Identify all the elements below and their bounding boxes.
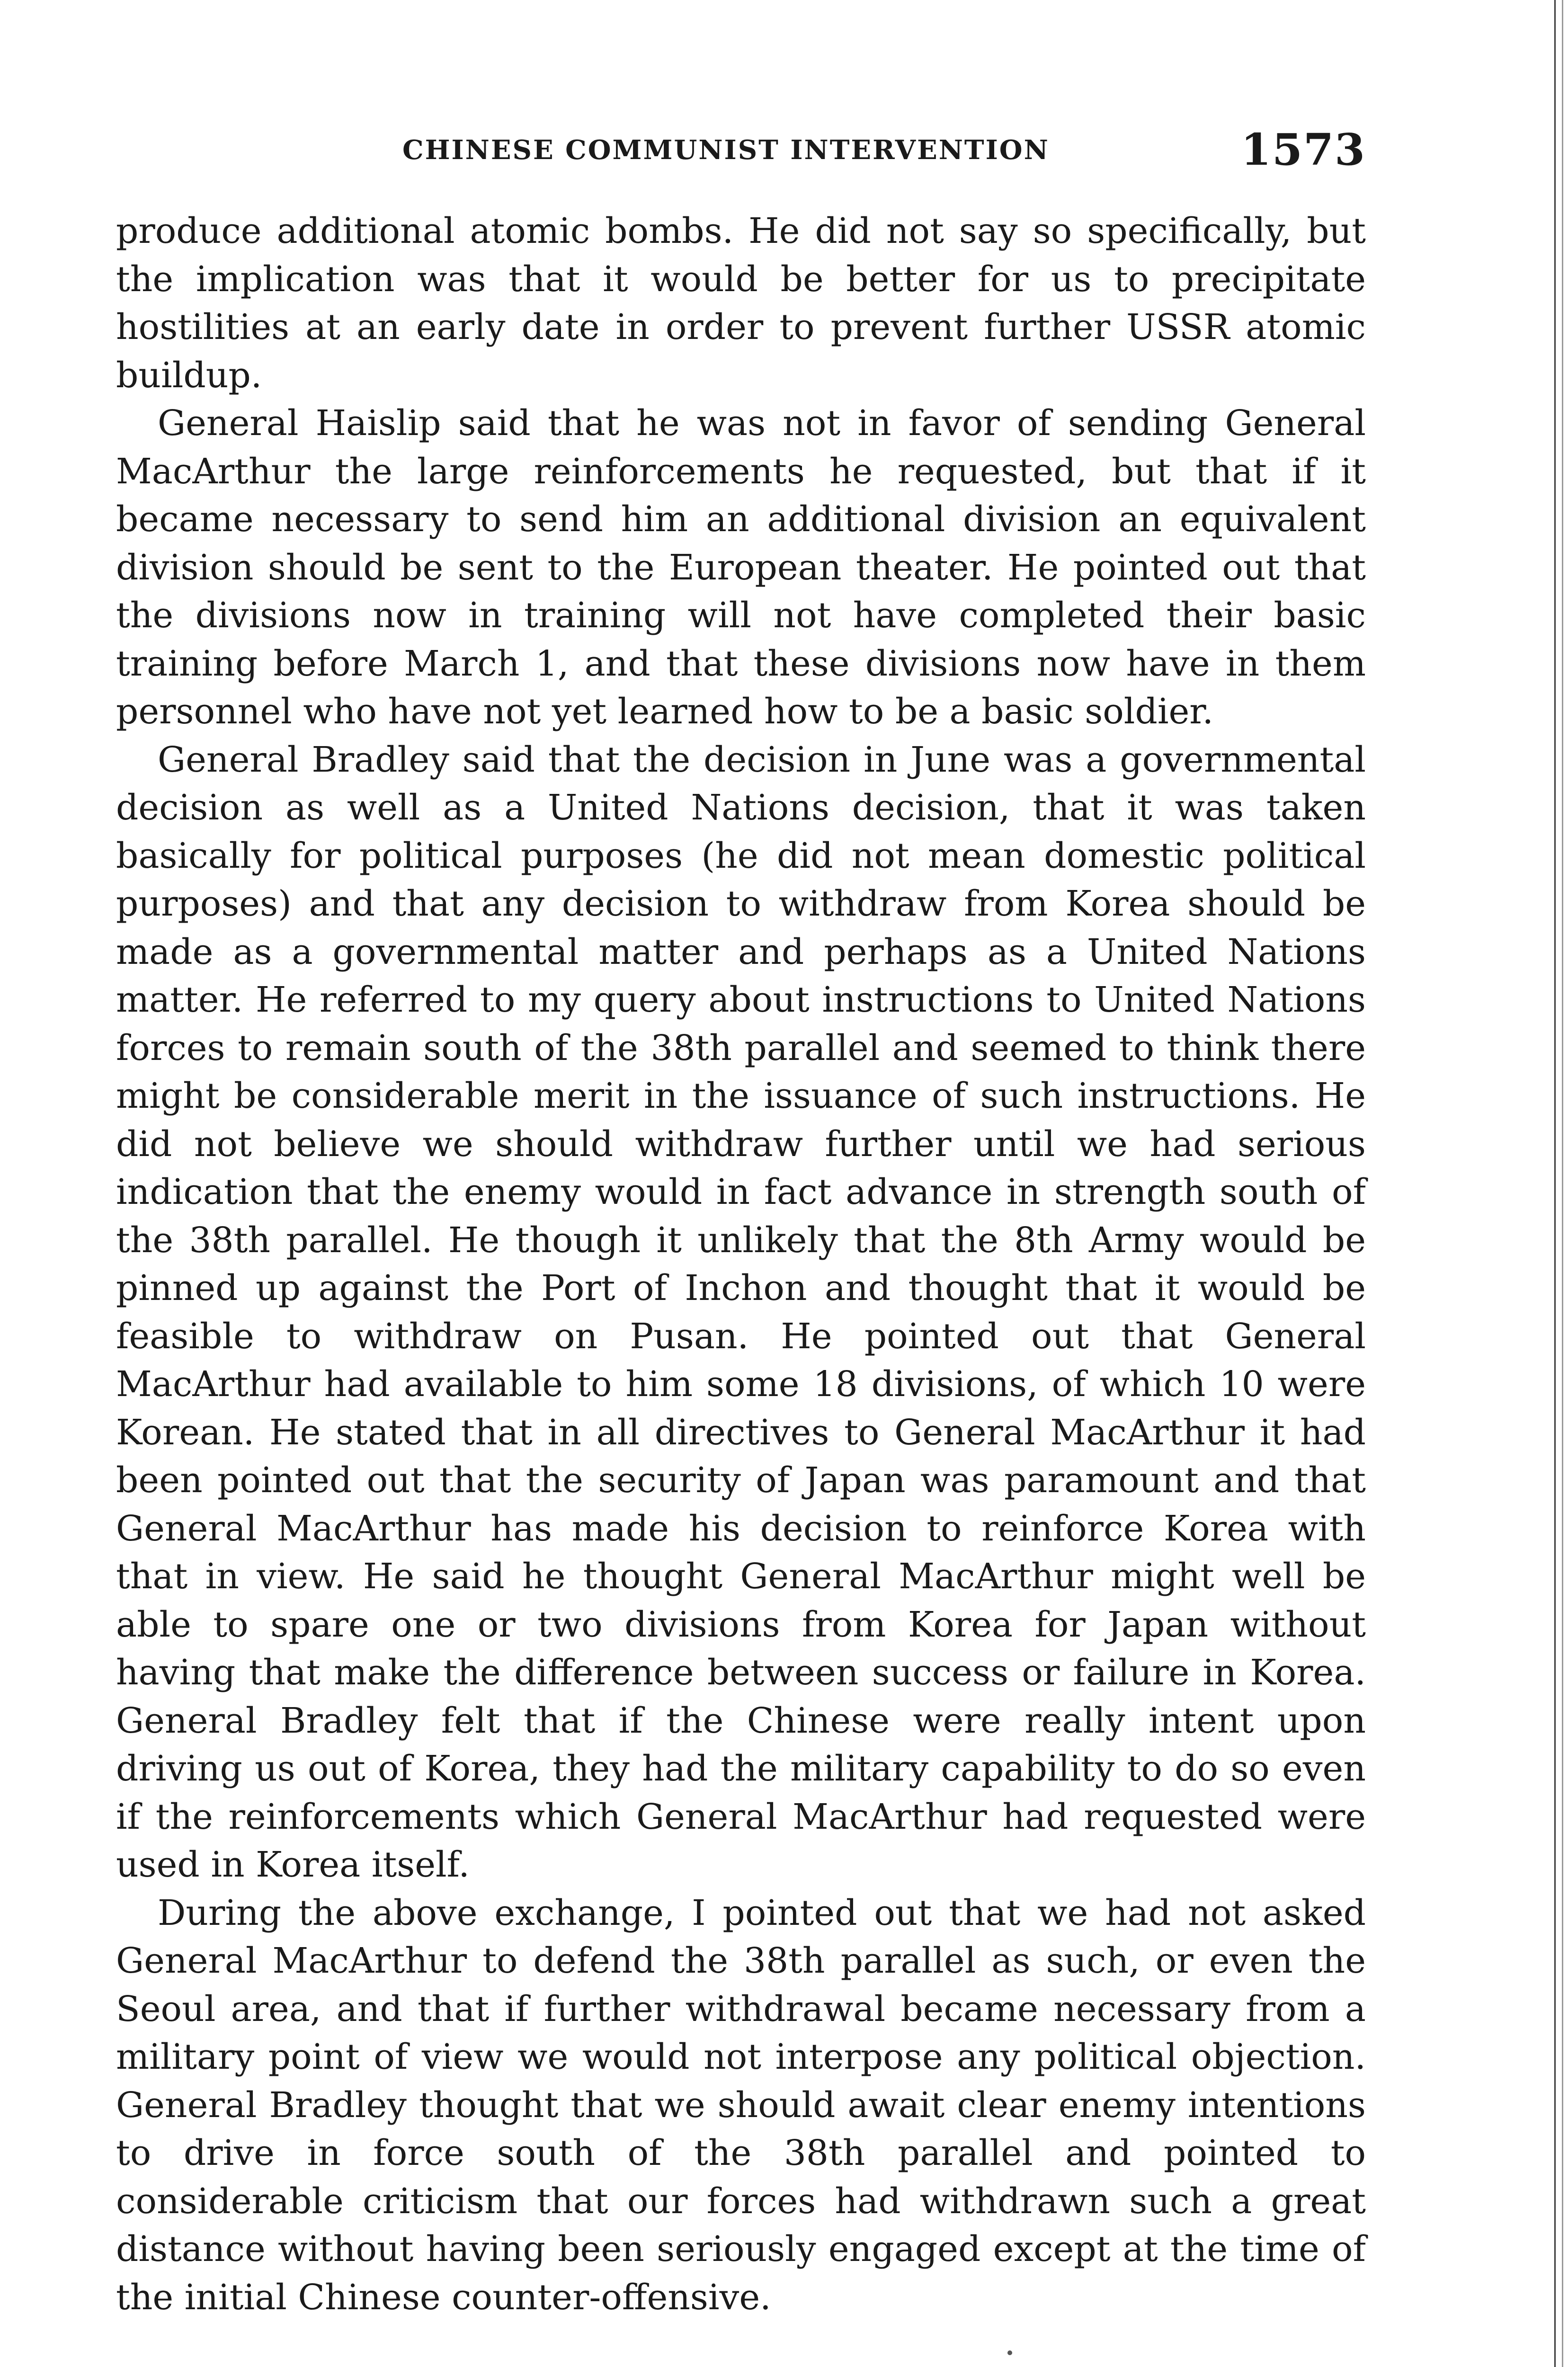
page-header [116,124,1366,176]
running-head: CHINESE COMMUNIST INTERVENTION [402,134,1050,166]
page-number: 1573 [1240,124,1366,175]
page-edge-line [1562,0,1563,2367]
stray-dot [1007,2350,1012,2355]
page-edge [1554,0,1568,2367]
paragraph-continued: produce additional atomic bombs. He did not say so specifically, but the implication was that it would be better for us to precipitate hostilities at an early date in order to prevent further USSR atomic buildup. [116,211,1366,396]
body-text [116,207,1366,2322]
paragraph-exchange: During the above exchange, I pointed out that we had not asked General MacArthur to defend the 38th parallel as such, or even the Seoul area, and that if further withdrawal became necessary from a military point of view we would not interpose any political objection. General Bradley thought that we should await clear enemy intentions to drive in force south of the 38th parallel and pointed to considerable criticism that our forces had withdrawn such a great distance without having been seriously engaged except at the time of the initial Chinese counter-offensive. [116,1892,1366,2318]
paragraph-bradley: General Bradley said that the decision in June was a governmental decision as well as a United Nations decision, that it was taken basically for political purposes (he did not mean domestic political purposes) and that any decision to withdraw from Korea should be made as a governmental matter and perhaps as a United Nations matter. He referred to my query about instructions to United Nations forces to remain south of the 38th parallel and seemed to think there might be considerable merit in the issuance of such instructions. He did not believe we should withdraw further until we had serious indication that the enemy would in fact advance in strength south of the 38th parallel. He though it unlikely that the 8th Army would be pinned up against the Port of Inchon and thought that it would be feasible to withdraw on Pusan. He pointed out that General MacArthur had available to him some 18 divisions, of which 10 were Korean. He stated that in all directives to General MacArthur it had been pointed out that the security of Japan was paramount and that General MacArthur has made his decision to reinforce Korea with that in view. He said he thought General MacArthur might well be able to spare one or two divisions from Korea for Japan without having that make the difference between success or failure in Korea. General Bradley felt that if the Chinese were really intent upon driving us out of Korea, they had the military capability to do so even if the reinforcements which General MacArthur had requested were used in Korea itself. [116,739,1366,1885]
paragraph-haislip: General Haislip said that he was not in favor of sending General MacArthur the large reinforcements he requested, but that if it became necessary to send him an additional division an equivalent division should be sent to the European theater. He pointed out that the divisions now in training will not have completed their basic training before March 1, and that these divisions now have in them personnel who have not yet learned how to be a basic soldier. [116,403,1366,732]
